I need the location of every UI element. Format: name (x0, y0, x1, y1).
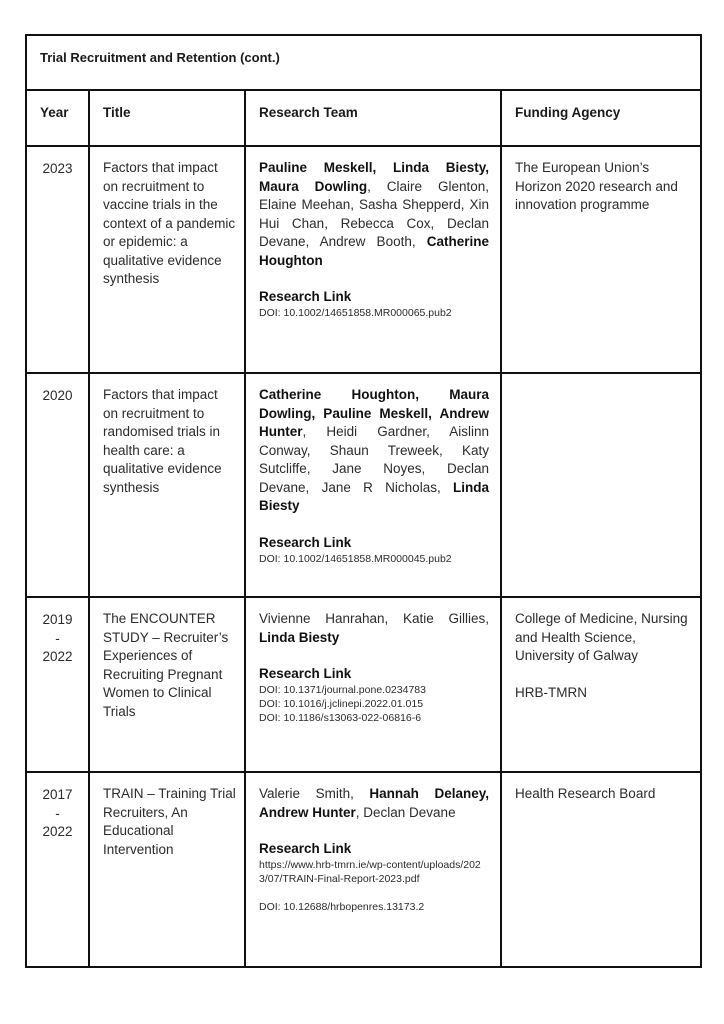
funding-cell (501, 373, 701, 597)
funding-agency: HRB-TMRN (515, 685, 587, 700)
team-names-bold: Catherine Houghton, Maura Dowling, Pauline Meskell, Andrew Hunter (259, 387, 489, 439)
title-cell: The ENCOUNTER STUDY – Recruiter’s Experiences of Recruiting Pregnant Women to Clinical Trials (89, 597, 245, 772)
team-names: , Heidi Gardner, Aislinn Conway, Shaun Treweek, Katy Sutcliffe, Jane Noyes, Declan Devane, Jane R Nicholas, (259, 424, 489, 495)
research-link-label: Research Link (259, 534, 352, 550)
research-link-label: Research Link (259, 666, 352, 681)
team-names: , Declan Devane (355, 804, 456, 820)
research-team-cell (245, 146, 501, 373)
team-members (259, 386, 489, 516)
research-link-label: Research Link (259, 289, 352, 304)
team-names: Vivienne Hanrahan, Katie Gillies, (259, 611, 489, 626)
year-separator: - (55, 805, 60, 821)
team-names-bold: Linda Biesty (259, 629, 340, 645)
research-table (25, 34, 702, 968)
team-names-bold: Pauline Meskell, Linda Biesty, Maura Dowling (259, 160, 489, 194)
year-cell (26, 597, 89, 772)
team-names-bold: Hannah Delaney, Andrew Hunter (259, 786, 489, 820)
year-end: 2022 (42, 824, 73, 839)
research-link-label: Research Link (259, 841, 352, 856)
team-names: , Claire Glenton, Elaine Meehan, Sasha Shepperd, Xin Hui Chan, Rebecca Cox, Declan Devane, Andrew Booth, (259, 178, 489, 249)
table-caption: Trial Recruitment and Retention (cont.) (26, 35, 701, 90)
team-names-bold: Linda Biesty (259, 479, 489, 513)
caption-row (26, 35, 701, 90)
year-cell (26, 146, 89, 373)
table-row (26, 146, 701, 373)
team-members (259, 610, 489, 647)
year-separator: - (55, 630, 60, 646)
year-start: 2020 (42, 388, 73, 403)
doi-link[interactable]: DOI: 10.1002/14651858.MR000045.pub2 (259, 552, 452, 565)
research-team-cell (245, 597, 501, 772)
research-team-cell (245, 373, 501, 597)
header-title: Title (89, 90, 245, 146)
year-cell (26, 373, 89, 597)
doi-link[interactable]: DOI: 10.1371/journal.pone.0234783 (259, 684, 426, 696)
funding-agency: College of Medicine, Nursing and Health Science, University of Galway (515, 611, 688, 663)
team-members (259, 159, 489, 270)
table-row (26, 597, 701, 772)
year-start: 2019 (42, 612, 73, 627)
title-cell: TRAIN – Training Trial Recruiters, An Educational Intervention (89, 772, 245, 967)
funding-cell (501, 146, 701, 373)
year-end: 2022 (42, 649, 73, 664)
header-funding-agency: Funding Agency (501, 90, 701, 146)
team-names-bold: Catherine Houghton (259, 234, 489, 268)
year-start: 2017 (42, 787, 73, 802)
doi-link[interactable]: DOI: 10.1016/j.jclinepi.2022.01.015 (259, 698, 424, 710)
header-row (26, 90, 701, 146)
year-cell (26, 772, 89, 967)
funding-cell (501, 772, 701, 967)
table-row (26, 772, 701, 967)
doi-link[interactable]: DOI: 10.1002/14651858.MR000065.pub2 (259, 307, 452, 319)
report-link[interactable]: https://www.hrb-tmrn.ie/wp-content/uploads/2023/07/TRAIN-Final-Report-2023.pdf (259, 859, 481, 885)
team-members (259, 785, 489, 822)
team-names: Valerie Smith, (259, 786, 370, 801)
funding-agency: Health Research Board (515, 786, 656, 801)
title-cell: Factors that impact on recruitment to vaccine trials in the context of a pandemic or epidemic: a qualitative evidence synthesis (89, 146, 245, 373)
spacer (515, 666, 692, 685)
title-cell: Factors that impact on recruitment to randomised trials in health care: a qualitative evidence synthesis (89, 373, 245, 597)
funding-agency: The European Union’s Horizon 2020 research and innovation programme (515, 160, 678, 212)
header-research-team: Research Team (245, 90, 501, 146)
year-start: 2023 (42, 161, 73, 176)
doi-link[interactable]: DOI: 10.12688/hrbopenres.13173.2 (259, 901, 425, 913)
funding-cell (501, 597, 701, 772)
table-row (26, 373, 701, 597)
spacer (259, 886, 489, 900)
doi-link[interactable]: DOI: 10.1186/s13063-022-06816-6 (259, 712, 422, 724)
header-year: Year (26, 90, 89, 146)
research-team-cell (245, 772, 501, 967)
